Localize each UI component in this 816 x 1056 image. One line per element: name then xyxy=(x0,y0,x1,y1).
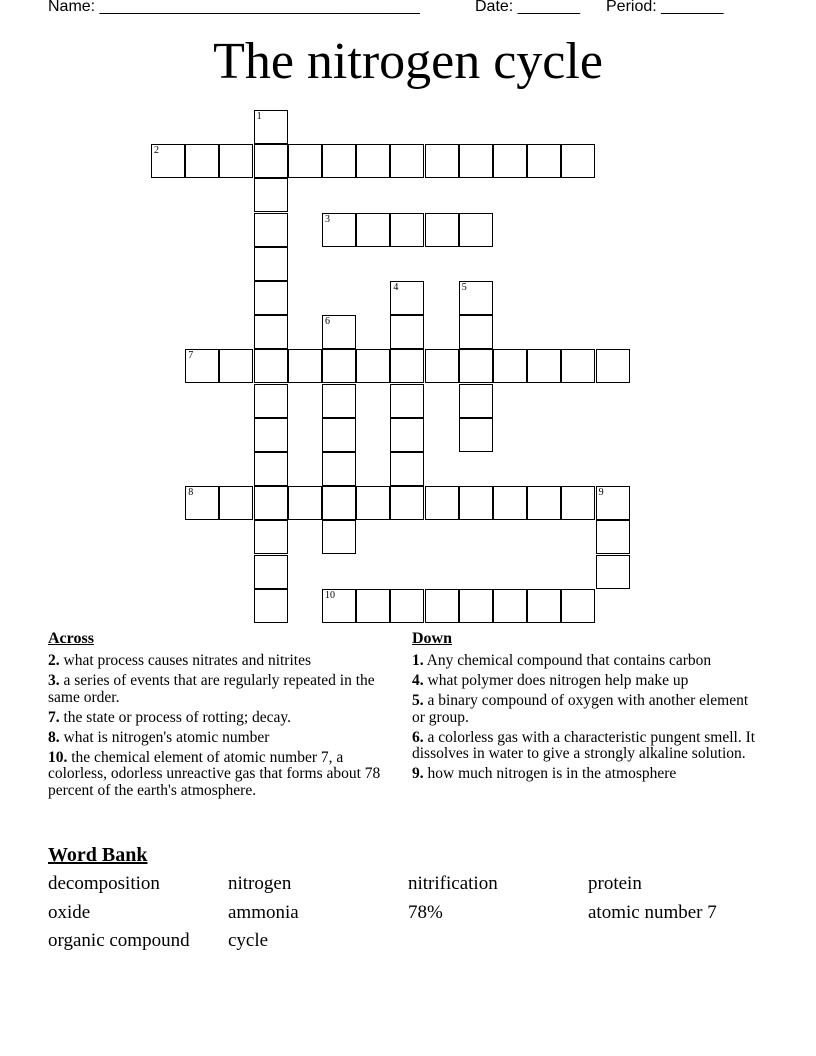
crossword-cell[interactable] xyxy=(254,555,288,589)
crossword-cell[interactable] xyxy=(527,144,561,178)
crossword-cell[interactable] xyxy=(322,418,356,452)
word-bank-word: nitrification xyxy=(408,873,498,894)
crossword-cell[interactable] xyxy=(219,144,253,178)
clue-number: 2. xyxy=(48,652,60,669)
crossword-cell[interactable] xyxy=(254,418,288,452)
crossword-cell[interactable] xyxy=(390,384,424,418)
crossword-cell[interactable] xyxy=(254,520,288,554)
period-field-label: Period: _______ xyxy=(606,0,724,15)
word-bank-word: protein xyxy=(588,873,642,894)
clue-number: 3. xyxy=(48,672,60,689)
crossword-cell[interactable] xyxy=(356,213,390,247)
crossword-cell[interactable] xyxy=(322,486,356,520)
crossword-cell[interactable] xyxy=(219,486,253,520)
crossword-cell[interactable] xyxy=(356,349,390,383)
crossword-cell[interactable] xyxy=(254,315,288,349)
crossword-cell[interactable] xyxy=(254,213,288,247)
crossword-cell[interactable] xyxy=(322,144,356,178)
crossword-cell[interactable] xyxy=(185,349,219,383)
crossword-cell[interactable] xyxy=(322,589,356,623)
word-bank-word: 78% xyxy=(408,902,443,923)
crossword-cell[interactable] xyxy=(254,486,288,520)
crossword-cell[interactable] xyxy=(356,589,390,623)
clue-number-label: 7 xyxy=(188,350,194,362)
clue-number-label: 3 xyxy=(325,213,330,225)
crossword-cell[interactable] xyxy=(493,589,527,623)
crossword-cell[interactable] xyxy=(322,315,356,349)
word-bank-word: nitrogen xyxy=(228,873,292,894)
crossword-cell[interactable] xyxy=(254,178,288,212)
clue-text: what process causes nitrates and nitrites xyxy=(63,652,311,669)
crossword-cell[interactable] xyxy=(527,349,561,383)
crossword-cell[interactable] xyxy=(322,349,356,383)
word-bank-word: oxide xyxy=(48,902,91,923)
crossword-cell[interactable] xyxy=(390,349,424,383)
crossword-cell[interactable] xyxy=(219,349,253,383)
crossword-cell[interactable] xyxy=(493,144,527,178)
across-clue xyxy=(48,710,393,727)
clue-number: 1. xyxy=(412,652,424,669)
clue-number: 6. xyxy=(412,728,424,746)
crossword-cell[interactable] xyxy=(356,486,390,520)
crossword-cell[interactable] xyxy=(459,349,493,383)
crossword-cell[interactable] xyxy=(493,486,527,520)
crossword-cell[interactable] xyxy=(493,349,527,383)
across-clue xyxy=(48,730,393,747)
crossword-cell[interactable] xyxy=(322,520,356,554)
clue-number-label: 5 xyxy=(461,282,467,293)
clue-text: the chemical element of atomic number 7, a colorless, odorless unreactive gas that forms about 78 percent of the earth's atmosphere. xyxy=(48,748,381,799)
crossword-cell[interactable] xyxy=(527,589,561,623)
clue-number: 5. xyxy=(412,692,424,709)
down-clue xyxy=(412,766,757,783)
crossword-cell[interactable] xyxy=(254,144,288,178)
clue-text: a series of events that are regularly repeated in the same order. xyxy=(48,672,375,706)
date-field-label: Date: _______ xyxy=(475,0,580,15)
crossword-cell[interactable] xyxy=(254,247,288,281)
crossword-cell[interactable] xyxy=(425,144,459,178)
across-clue xyxy=(48,653,393,670)
clue-number: 9. xyxy=(412,765,424,782)
clue-number-label: 2 xyxy=(154,145,159,157)
crossword-cell[interactable] xyxy=(390,589,424,623)
crossword-cell[interactable] xyxy=(390,144,424,178)
crossword-cell[interactable] xyxy=(561,349,595,383)
crossword-cell[interactable] xyxy=(596,349,630,383)
crossword-cell[interactable] xyxy=(185,486,219,520)
crossword-cell[interactable] xyxy=(185,144,219,178)
crossword-cell[interactable] xyxy=(288,144,322,178)
clue-text: Any chemical compound that contains carbon xyxy=(426,652,712,669)
crossword-cell[interactable] xyxy=(459,589,493,623)
crossword-cell[interactable] xyxy=(425,213,459,247)
crossword-cell[interactable] xyxy=(254,281,288,315)
word-bank-word: decomposition xyxy=(48,873,160,894)
crossword-cell[interactable] xyxy=(322,213,356,247)
clue-text: what polymer does nitrogen help make up xyxy=(427,672,689,689)
name-field-label: Name: ____________________________________ xyxy=(48,0,420,15)
crossword-cell[interactable] xyxy=(254,349,288,383)
crossword-cell[interactable] xyxy=(288,486,322,520)
crossword-cell[interactable] xyxy=(390,418,424,452)
across-clue xyxy=(48,673,393,706)
clue-number: 8. xyxy=(48,728,60,746)
crossword-cell[interactable] xyxy=(425,486,459,520)
crossword-cell[interactable] xyxy=(425,589,459,623)
crossword-cell[interactable] xyxy=(254,384,288,418)
crossword-cell[interactable] xyxy=(561,144,595,178)
clue-number-label: 4 xyxy=(393,282,399,293)
crossword-cell[interactable] xyxy=(596,555,630,589)
clue-number-label: 6 xyxy=(325,316,330,328)
page-title: The nitrogen cycle xyxy=(213,33,603,90)
word-bank-word: ammonia xyxy=(228,902,299,923)
crossword-cell[interactable] xyxy=(254,110,288,144)
clue-number-label: 9 xyxy=(598,487,604,499)
crossword-cell[interactable] xyxy=(561,486,595,520)
clue-number: 4. xyxy=(412,672,424,689)
crossword-cell[interactable] xyxy=(390,452,424,486)
crossword-cell[interactable] xyxy=(459,486,493,520)
clue-text: the state or process of rotting; decay. xyxy=(63,708,292,726)
down-heading: Down xyxy=(412,630,453,647)
clue-number-label: 8 xyxy=(188,487,194,499)
crossword-cell[interactable] xyxy=(288,349,322,383)
crossword-cell[interactable] xyxy=(390,213,424,247)
clue-text: a colorless gas with a characteristic pungent smell. It dissolves in water to give a strongly alkaline solution. xyxy=(412,728,756,762)
across-clue xyxy=(48,750,393,800)
across-clues xyxy=(48,630,393,803)
crossword-cell[interactable] xyxy=(561,589,595,623)
word-bank-word: cycle xyxy=(228,930,269,951)
crossword-cell[interactable] xyxy=(322,452,356,486)
crossword-cell[interactable] xyxy=(356,144,390,178)
crossword-cell[interactable] xyxy=(390,281,424,315)
crossword-cell[interactable] xyxy=(151,144,185,178)
down-clues xyxy=(412,630,757,786)
down-clue xyxy=(412,693,757,726)
crossword-cell[interactable] xyxy=(254,452,288,486)
crossword-cell[interactable] xyxy=(459,281,493,315)
clue-text: how much nitrogen is in the atmosphere xyxy=(427,765,677,782)
crossword-cell[interactable] xyxy=(459,315,493,349)
clue-number: 10. xyxy=(48,748,68,766)
down-clue xyxy=(412,653,757,670)
crossword-cell[interactable] xyxy=(596,520,630,554)
crossword-cell[interactable] xyxy=(390,486,424,520)
word-bank-word: organic compound xyxy=(48,930,190,951)
clue-number-label: 10 xyxy=(325,589,335,601)
clue-number-label: 1 xyxy=(256,111,262,122)
crossword-cell[interactable] xyxy=(459,384,493,418)
crossword-cell[interactable] xyxy=(254,589,288,623)
crossword-cell[interactable] xyxy=(425,349,459,383)
word-bank-title: Word Bank xyxy=(48,844,148,866)
crossword-cell[interactable] xyxy=(459,418,493,452)
down-clue xyxy=(412,730,757,763)
crossword-cell[interactable] xyxy=(322,384,356,418)
crossword-cell[interactable] xyxy=(527,486,561,520)
clue-number: 7. xyxy=(48,708,60,726)
word-bank-word: atomic number 7 xyxy=(588,902,717,923)
crossword-cell[interactable] xyxy=(596,486,630,520)
down-clue xyxy=(412,673,757,690)
across-heading: Across xyxy=(48,630,94,647)
clue-text: what is nitrogen's atomic number xyxy=(63,728,270,746)
crossword-cell[interactable] xyxy=(390,315,424,349)
clue-text: a binary compound of oxygen with another element or group. xyxy=(412,692,749,726)
crossword-cell[interactable] xyxy=(459,144,493,178)
crossword-cell[interactable] xyxy=(459,213,493,247)
